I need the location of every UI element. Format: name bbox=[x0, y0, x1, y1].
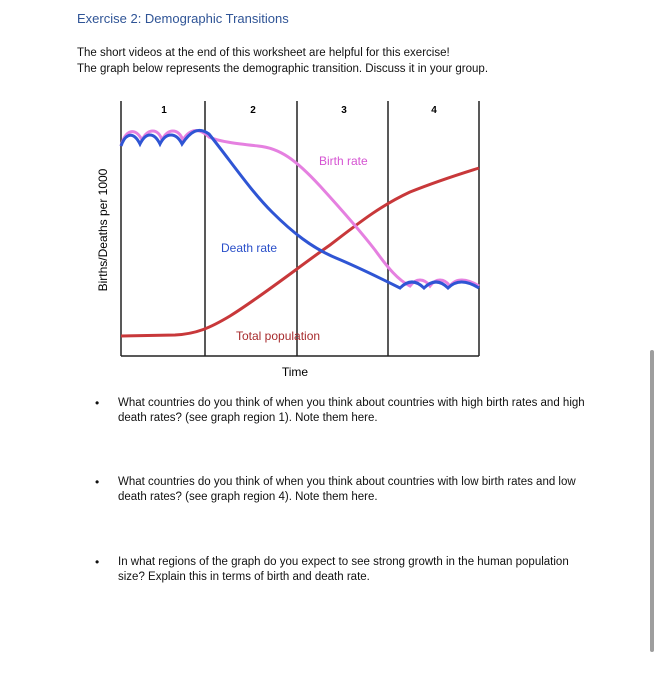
region-label-2: 2 bbox=[250, 105, 256, 116]
series-line-death-rate bbox=[121, 130, 479, 288]
y-axis-label: Births/Deaths per 1000 bbox=[96, 168, 110, 292]
region-label-4: 4 bbox=[431, 105, 437, 116]
question-text-3: In what regions of the graph do you expect to see strong growth in the human population size? Explain this in terms of birth and death rate. bbox=[118, 556, 569, 583]
question-text-2: What countries do you think of when you think about countries with low birth rates and low death rates? (see graph region 4). Note them here. bbox=[118, 476, 576, 503]
label-birth-rate: Birth rate bbox=[319, 154, 368, 168]
series-line-population bbox=[121, 168, 479, 336]
intro-line-1: The short videos at the end of this worksheet are helpful for this exercise! bbox=[77, 47, 450, 59]
worksheet-heading: Exercise 2: Demographic Transitions bbox=[77, 11, 289, 26]
series-line-birth-rate bbox=[121, 131, 479, 286]
bullet-marker: • bbox=[95, 396, 100, 410]
bullet-marker: • bbox=[95, 555, 100, 569]
label-total-population: Total population bbox=[236, 329, 321, 343]
x-axis-label: Time bbox=[281, 365, 309, 379]
label-death-rate: Death rate bbox=[221, 241, 278, 255]
region-label-1: 1 bbox=[161, 105, 167, 116]
vertical-scrollbar[interactable] bbox=[650, 350, 654, 652]
question-text-1: What countries do you think of when you think about countries with high birth rates and high death rates? (see graph region 1). Note them here. bbox=[118, 397, 585, 424]
bullet-marker: • bbox=[95, 475, 100, 489]
intro-line-2: The graph below represents the demographic transition. Discuss it in your group. bbox=[77, 63, 489, 75]
region-label-3: 3 bbox=[341, 105, 347, 116]
